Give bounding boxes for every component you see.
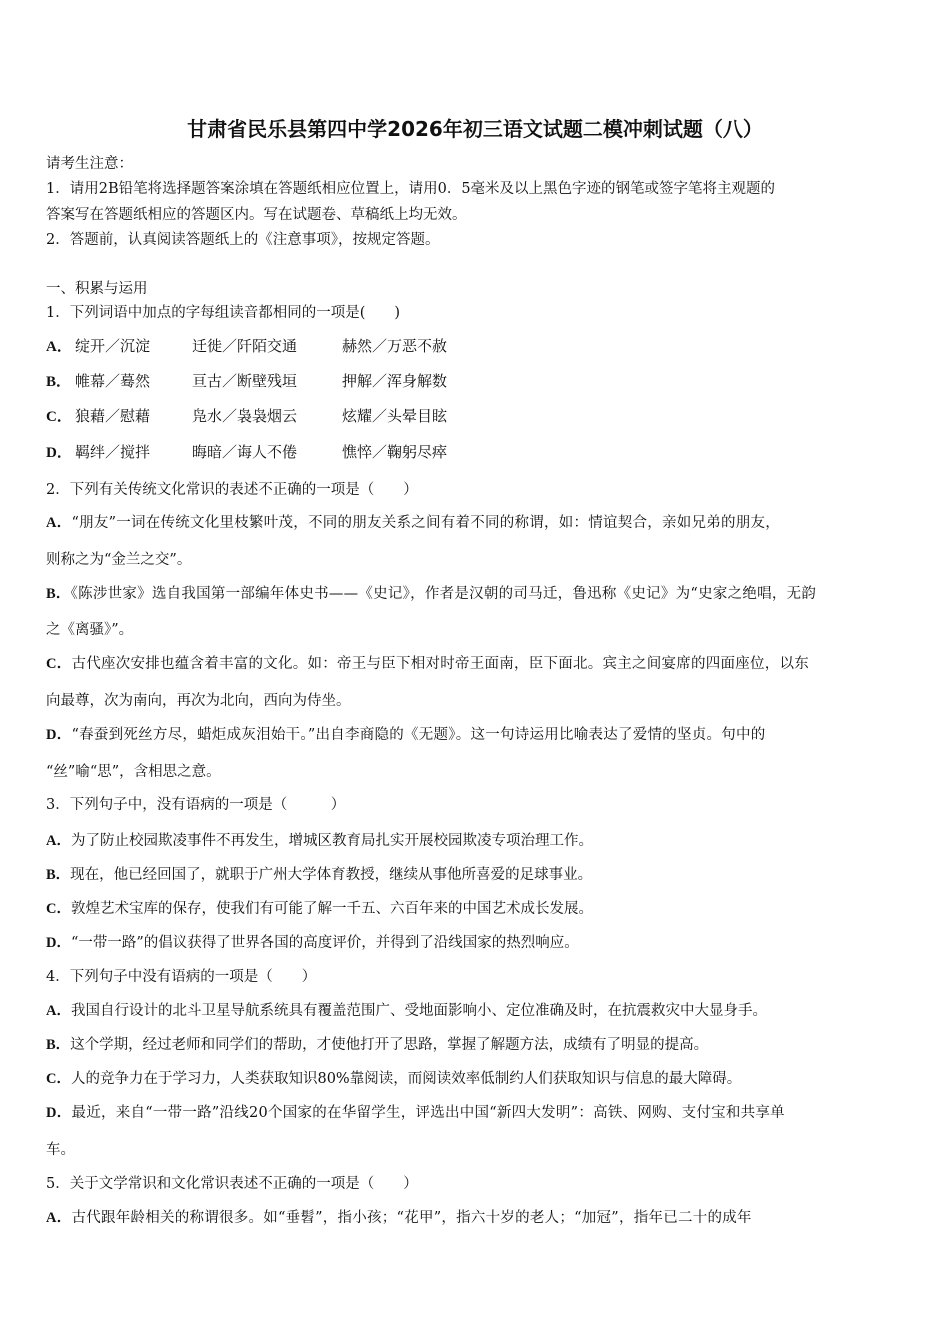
- option-label: B．: [46, 374, 72, 390]
- section-heading: 一、积累与运用: [46, 281, 148, 297]
- question-4-option-b: [46, 1033, 708, 1054]
- option-word-group: 炫耀／头晕目眩: [342, 407, 448, 425]
- option-label: B．: [46, 1037, 71, 1053]
- question-5-option-a-line-1: [46, 1206, 752, 1227]
- option-label: A．: [46, 1003, 71, 1019]
- option-label: A．: [46, 515, 72, 531]
- option-label: B．: [46, 586, 71, 602]
- question-2-option-c-line-1: [46, 652, 809, 673]
- notice-item-2: 2．答题前，认真阅读答题纸上的《注意事项》，按规定答题。: [46, 232, 440, 248]
- option-label: A．: [46, 339, 72, 355]
- question-2-option-b-line-2: 之《离骚》”。: [46, 622, 134, 638]
- option-text: 古代座次安排也蕴含着丰富的文化。如：帝王与臣下相对时帝王面南，臣下面北。宾主之间宴席的四面座位，以东: [71, 656, 809, 672]
- option-label: A．: [46, 833, 71, 849]
- question-3-option-d: [46, 931, 579, 952]
- option-text: 敦煌艺术宝库的保存，使我们有可能了解一千五、六百年来的中国艺术成长发展。: [70, 901, 593, 917]
- option-label: D．: [46, 727, 72, 743]
- option-word-group: 押解／浑身解数: [342, 372, 448, 390]
- page-title: 甘肃省民乐县第四中学2026年初三语文试题二模冲刺试题（八）: [187, 117, 763, 141]
- question-3-option-c: [46, 897, 593, 918]
- question-3-stem: 3．下列句子中，没有语病的一项是（ ）: [46, 797, 346, 813]
- option-word-group: 凫水／袅袅烟云: [192, 407, 298, 425]
- option-label: D．: [46, 935, 71, 951]
- question-2-option-a-line-1: [46, 511, 780, 532]
- question-4-option-d-line-1: [46, 1101, 785, 1122]
- question-2-option-b-line-1: [46, 582, 816, 603]
- option-text: 古代跟年龄相关的称谓很多。如“垂髫”，指小孩；“花甲”，指六十岁的老人；“加冠”，指年已二十的成年: [71, 1210, 752, 1226]
- option-text: 我国自行设计的北斗卫星导航系统具有覆盖范围广、受地面影响小、定位准确及时，在抗震救灾中大显身手。: [70, 1003, 767, 1019]
- option-label: C．: [46, 901, 71, 917]
- question-4-option-c: [46, 1067, 741, 1088]
- option-label: D．: [46, 445, 72, 461]
- option-label: D．: [46, 1105, 72, 1121]
- question-3-option-a: [46, 829, 593, 850]
- question-4-option-a: [46, 999, 767, 1020]
- question-4-option-d-line-2: 车。: [46, 1142, 75, 1158]
- option-label: C．: [46, 656, 72, 672]
- option-word-group: 憔悴／鞠躬尽瘁: [342, 443, 448, 461]
- option-text: 人的竞争力在于学习力，人类获取知识80%靠阅读，而阅读效率低制约人们获取知识与信息的最大障碍。: [70, 1071, 742, 1087]
- question-1-stem: 1．下列词语中加点的字每组读音都相同的一项是( ): [46, 305, 401, 321]
- question-4-stem: 4．下列句子中没有语病的一项是（ ）: [46, 969, 317, 985]
- option-text: “一带一路”的倡议获得了世界各国的高度评价，并得到了沿线国家的热烈响应。: [70, 935, 579, 951]
- option-label: B．: [46, 867, 71, 883]
- option-text: “春蚕到死丝方尽，蜡炬成灰泪始干。”出自李商隐的《无题》。这一句诗运用比喻表达了爱情的坚贞。句中的: [71, 727, 766, 743]
- option-word-group: 晦暗／诲人不倦: [192, 443, 298, 461]
- option-text: 《陈涉世家》选自我国第一部编年体史书——《史记》，作者是汉朝的司马迁，鲁迅称《史记》为“史家之绝唱，无韵: [70, 586, 817, 602]
- option-word-group: 绽开／沉淀: [75, 337, 151, 355]
- option-text: 这个学期，经过老师和同学们的帮助，才使他打开了思路，掌握了解题方法，成绩有了明显的提高。: [70, 1037, 709, 1053]
- option-word-group: 赫然／万恶不赦: [342, 337, 448, 355]
- notice-item-1b: 答案写在答题纸相应的答题区内。写在试题卷、草稿纸上均无效。: [46, 207, 467, 223]
- question-2-stem: 2．下列有关传统文化常识的表述不正确的一项是（ ）: [46, 482, 418, 498]
- question-2-option-d-line-2: “丝”喻“思”，含相思之意。: [46, 764, 221, 780]
- option-text: “朋友”一词在传统文化里枝繁叶茂，不同的朋友关系之间有着不同的称谓，如：情谊契合，亲如兄弟的朋友，: [71, 515, 781, 531]
- option-word-group: 帷幕／蓦然: [75, 372, 151, 390]
- option-text: 最近，来自“一带一路”沿线20个国家的在华留学生，评选出中国“新四大发明”：高铁、网购、支付宝和共享单: [71, 1105, 785, 1121]
- option-word-group: 羁绊／搅拌: [75, 443, 151, 461]
- question-3-option-b: [46, 863, 592, 884]
- option-label: A．: [46, 1210, 72, 1226]
- option-label: C．: [46, 409, 72, 425]
- notice-heading: 请考生注意：: [46, 156, 133, 172]
- option-word-group: 迁徙／阡陌交通: [192, 337, 298, 355]
- notice-item-1a: 1．请用2B铅笔将选择题答案涂填在答题纸相应位置上，请用0．5毫米及以上黑色字迹的钢笔或签字笔将主观题的: [46, 181, 776, 197]
- option-text: 为了防止校园欺凌事件不再发生，增城区教育局扎实开展校园欺凌专项治理工作。: [70, 833, 593, 849]
- question-5-stem: 5．关于文学常识和文化常识表述不正确的一项是（ ）: [46, 1176, 418, 1192]
- option-text: 现在，他已经回国了，就职于广州大学体育教授，继续从事他所喜爱的足球事业。: [70, 867, 593, 883]
- option-label: C．: [46, 1071, 71, 1087]
- question-2-option-d-line-1: [46, 723, 766, 744]
- question-2-option-c-line-2: 向最尊，次为南向，再次为北向，西向为侍坐。: [46, 693, 351, 709]
- question-2-option-a-line-2: 则称之为“金兰之交”。: [46, 552, 192, 568]
- option-word-group: 亘古／断壁残垣: [192, 372, 298, 390]
- option-word-group: 狼藉／慰藉: [75, 407, 151, 425]
